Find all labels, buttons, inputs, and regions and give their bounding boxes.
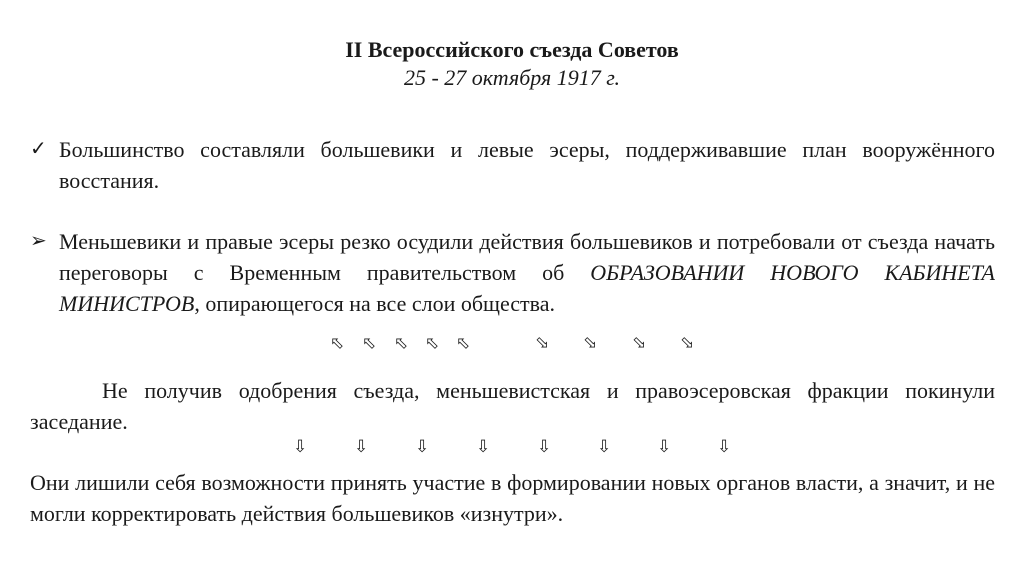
bullet-item-mensheviks [59, 226, 995, 319]
arrow-right-down-icon: ⬂ [583, 333, 598, 353]
arrow-row-down [0, 437, 1024, 461]
slide-subtitle: 25 - 27 октября 1917 г. [403, 65, 620, 90]
check-icon: ✓ [30, 138, 47, 160]
arrow-row-diagonal [0, 333, 1024, 357]
arrow-left-up-icon: ⬂ [425, 333, 440, 353]
arrow-down-outline-icon: ⇩ [537, 437, 552, 457]
arrow-down-outline-icon: ⇩ [354, 437, 369, 457]
arrow-down-outline-icon: ⇩ [293, 437, 308, 457]
arrow-down-outline-icon: ⇩ [415, 437, 430, 457]
arrow-down-outline-icon: ⇩ [597, 437, 612, 457]
arrow-left-up-icon: ⬂ [394, 333, 409, 353]
arrow-down-outline-icon: ⇩ [476, 437, 491, 457]
arrow-right-down-icon: ⬂ [680, 333, 695, 353]
paragraph-conclusion: Они лишили себя возможности принять участие в формировании новых органов власти, а значит, и не могли корректировать действия большевиков «изнутри». [30, 470, 995, 526]
arrow-left-up-icon: ⬂ [456, 333, 471, 353]
arrow-down-outline-icon: ⇩ [717, 437, 732, 457]
arrow-right-down-icon: ⬂ [632, 333, 647, 353]
arrow-left-up-icon: ⬂ [330, 333, 345, 353]
mensheviks-text-end: , опирающегося на все слои общества. [194, 291, 556, 316]
mensheviks-text: Меньшевики и правые эсеры резко осудили действия большевиков и потребовали от съезда начать переговоры с Временным правительством об [59, 229, 995, 285]
arrow-left-up-icon: ⬂ [362, 333, 377, 353]
new-cabinet-emphasis: ОБРАЗОВАНИИ НОВОГО КАБИНЕТА МИНИСТРОВ [59, 260, 995, 316]
slide-title: II Всероссийского съезда Советов [345, 37, 679, 62]
arrowhead-right-icon: ➢ [30, 230, 47, 252]
arrow-right-down-icon: ⬂ [535, 333, 550, 353]
arrow-down-outline-icon: ⇩ [657, 437, 672, 457]
paragraph-departure: Не получив одобрения съезда, меньшевистская и правоэсеровская фракции покинули заседание. [30, 378, 995, 434]
bullet-item-majority: Большинство составляли большевики и левые эсеры, поддерживавшие план вооружённого восстания. [59, 137, 995, 193]
